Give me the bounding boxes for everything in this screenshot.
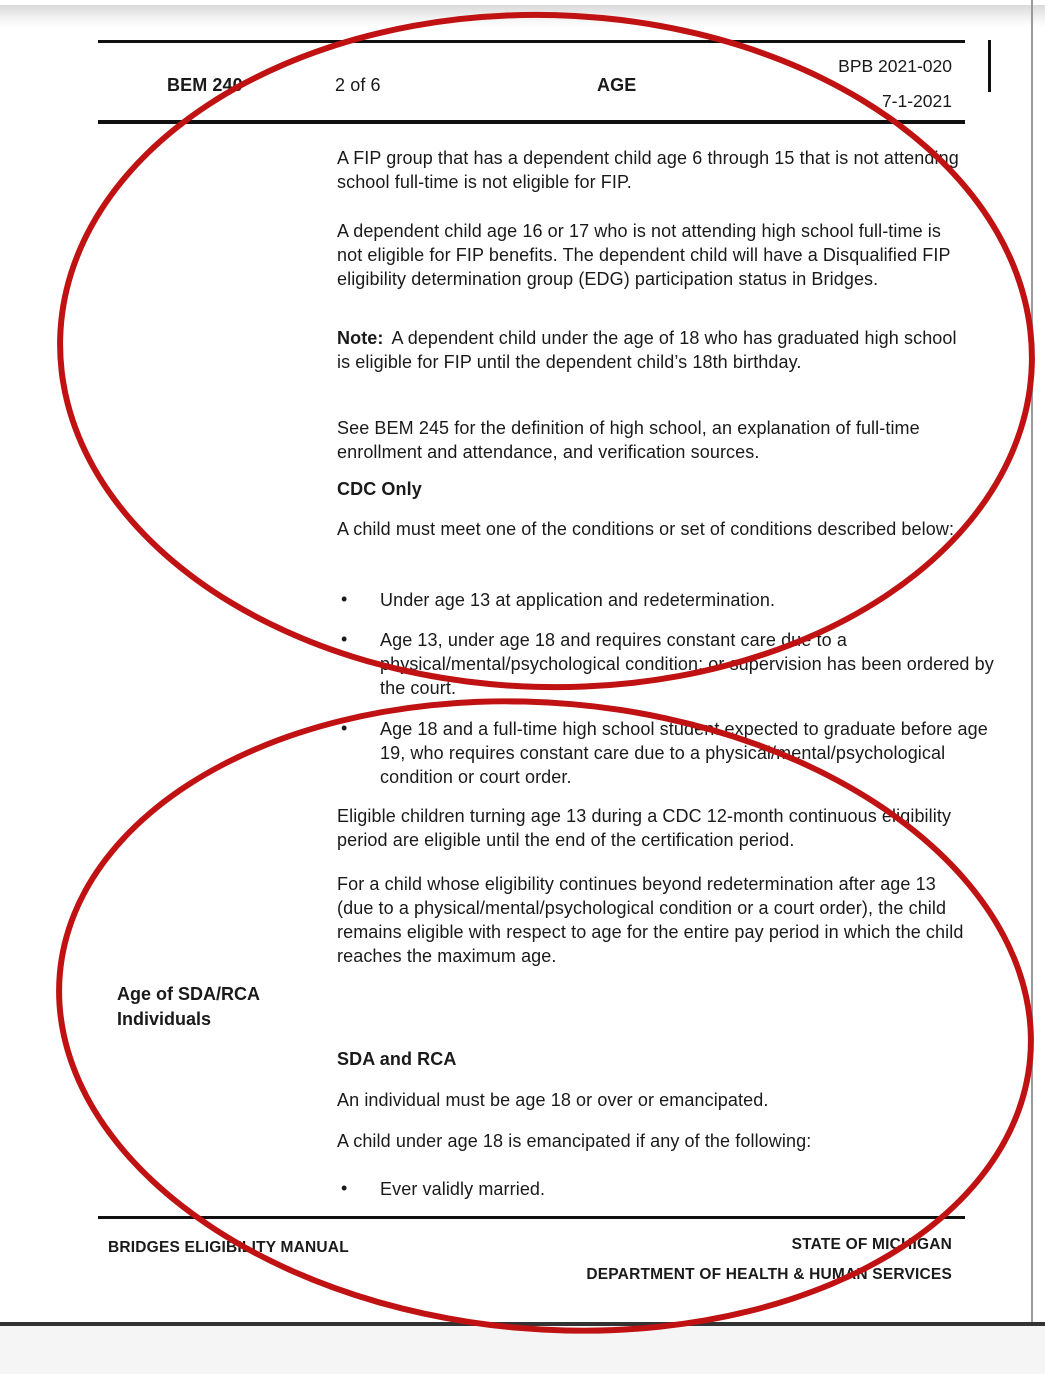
paragraph-conditions: A child must meet one of the conditions or set of conditions described below: — [337, 519, 955, 539]
paragraph-fip-group: A FIP group that has a dependent child age 6 through 15 that is not attending school full-time is not eligible for FIP. — [337, 148, 959, 192]
issue-date: 7-1-2021 — [881, 91, 952, 111]
paragraph-eligible-children: Eligible children turning age 13 during a CDC 12-month continuous eligibility period are eligible until the end of the certification period. — [337, 806, 952, 850]
note-text: A dependent child under the age of 18 who has graduated high school is eligible for FIP until the dependent child’s 18th birthday. — [337, 328, 957, 372]
page-top-shadow — [0, 5, 1045, 29]
footer-department: DEPARTMENT OF HEALTH & HUMAN SERVICES — [586, 1266, 952, 1283]
manual-code: BEM 240 — [167, 75, 243, 95]
bullet-icon: • — [341, 718, 348, 738]
note-label: Note: — [337, 328, 384, 348]
paragraph-note — [337, 326, 965, 374]
cdc-bullet-item — [337, 628, 1008, 700]
heading-sda-and-rca: SDA and RCA — [337, 1049, 457, 1069]
bullet-icon: • — [341, 1178, 348, 1198]
cdc-bullet-item — [337, 588, 1008, 612]
header-top-rule — [98, 40, 965, 43]
page-number: 2 of 6 — [335, 75, 381, 95]
bullet-text: Age 18 and a full-time high school student expected to graduate before age 19, who requires constant care due to a physical/mental/psychological condition or court order. — [380, 719, 988, 787]
cdc-bullet-item — [337, 717, 1008, 789]
bullet-text: Age 13, under age 18 and requires constant care due to a physical/mental/psychological condition; or supervision has been ordered by the court. — [380, 630, 994, 698]
paragraph-see-bem-245: See BEM 245 for the definition of high school, an explanation of full-time enrollment and attendance, and verification sources. — [337, 418, 920, 462]
heading-cdc-only: CDC Only — [337, 479, 422, 499]
bullet-icon: • — [341, 629, 348, 649]
margin-heading-age-of-sda-rca: Age of SDA/RCA Individuals — [117, 984, 260, 1029]
paragraph-individual-18: An individual must be age 18 or over or emancipated. — [337, 1090, 769, 1110]
sda-bullet-item — [337, 1177, 1008, 1201]
paragraph-child-under-18: A child under age 18 is emancipated if any of the following: — [337, 1131, 812, 1151]
paragraph-for-a-child: For a child whose eligibility continues beyond redetermination after age 13 (due to a physical/mental/psychological condition or a court order), the child remains eligible with respect to age for the entire pay period in which the child reaches the maximum age. — [337, 874, 964, 966]
bullet-text: Under age 13 at application and redetermination. — [380, 590, 776, 610]
bullet-icon: • — [341, 589, 348, 609]
page-title: AGE — [597, 75, 637, 95]
footer-state: STATE OF MICHIGAN — [791, 1236, 952, 1253]
bullet-text: Ever validly married. — [380, 1179, 546, 1199]
footer-manual-name: BRIDGES ELIGIBILITY MANUAL — [108, 1239, 349, 1256]
page-right-edge — [1031, 0, 1033, 1322]
change-bar — [988, 40, 991, 92]
page-bottom-edge — [0, 1322, 1045, 1326]
footer-rule — [98, 1216, 965, 1219]
paragraph-dependent-16-17: A dependent child age 16 or 17 who is not attending high school full-time is not eligible for FIP benefits. The dependent child will have a Disqualified FIP eligibility determination group (EDG) participation status in Bridges. — [337, 221, 951, 289]
bulletin-number: BPB 2021-020 — [838, 56, 952, 76]
header-bottom-rule — [98, 120, 965, 124]
